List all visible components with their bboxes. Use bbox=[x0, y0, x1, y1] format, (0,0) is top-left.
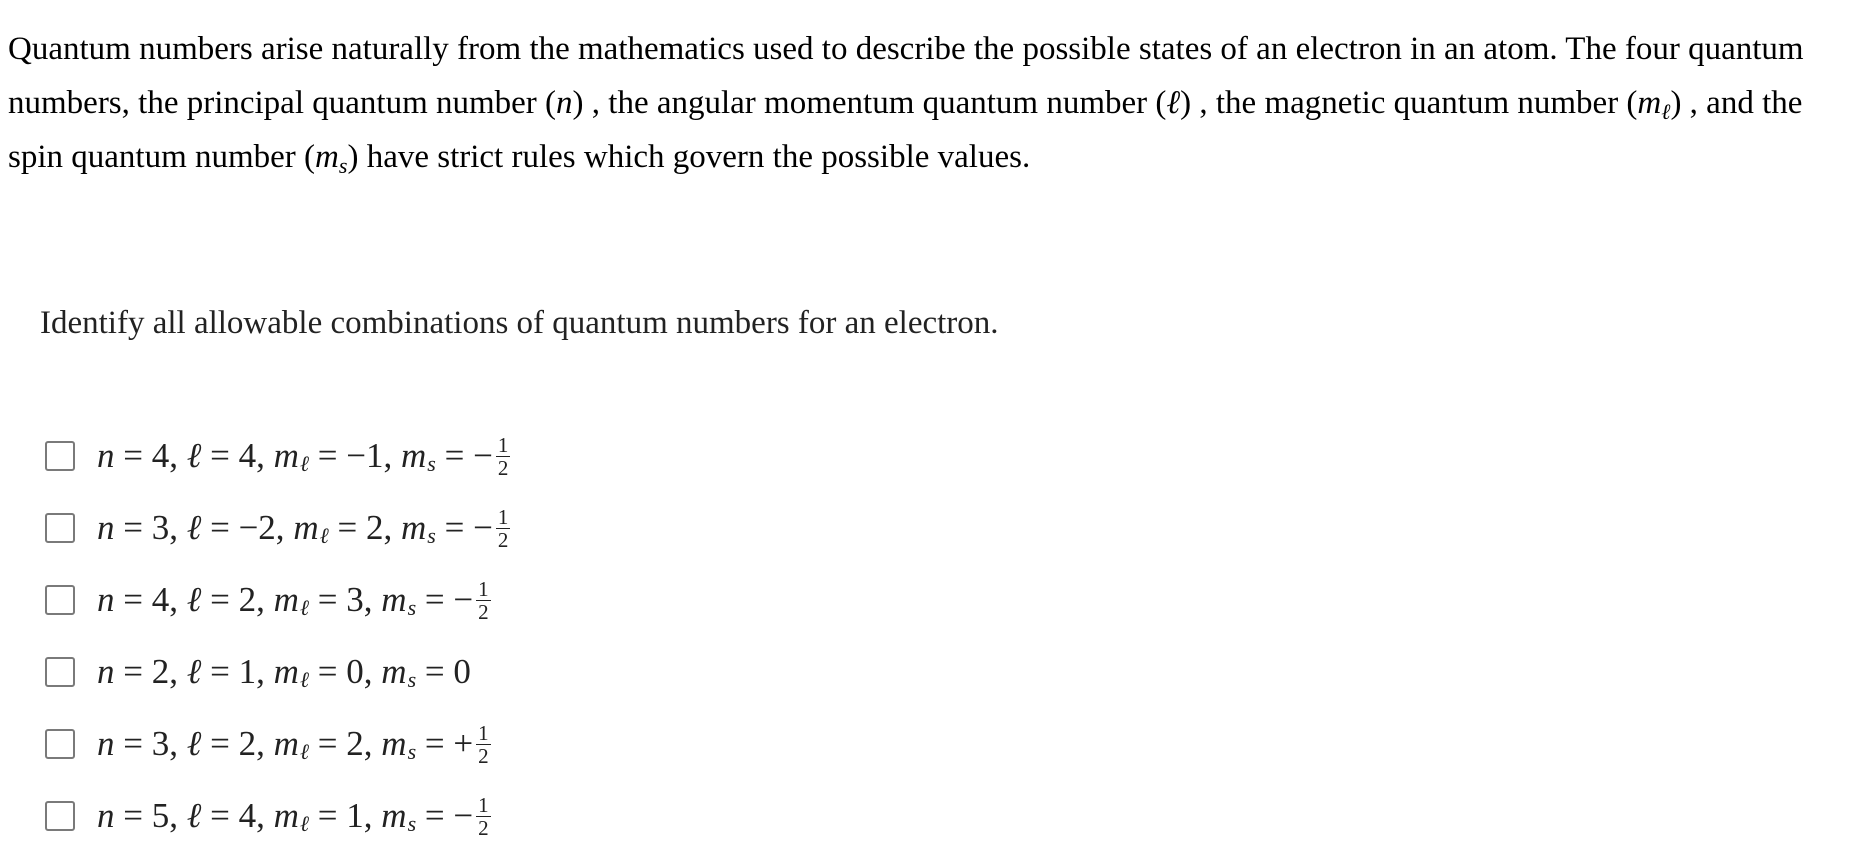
answer-options bbox=[45, 420, 510, 852]
ml-value: = −1, bbox=[309, 436, 402, 475]
n-symbol: n bbox=[556, 85, 573, 121]
fraction-numerator: 1 bbox=[478, 576, 489, 601]
fraction-denominator: 2 bbox=[497, 527, 509, 552]
ms-subscript: s bbox=[407, 811, 417, 836]
l-symbol: ℓ bbox=[1166, 85, 1181, 121]
checkbox[interactable] bbox=[45, 441, 75, 471]
n-symbol: n bbox=[97, 436, 115, 475]
l-symbol: ℓ bbox=[186, 652, 202, 691]
ms-symbol: m bbox=[381, 580, 407, 619]
ms-sign: = − bbox=[435, 508, 493, 547]
ml-value: = 2, bbox=[309, 724, 382, 763]
intro-text: Quantum numbers arise naturally from the mathematics used to describe the possible states of an electron in an atom. The four quantum numbers, the principal quantum number ( bbox=[8, 31, 1804, 121]
ml-symbol: m bbox=[273, 796, 299, 835]
ms-symbol: m bbox=[401, 508, 427, 547]
ml-value: = 2, bbox=[328, 508, 402, 547]
checkbox[interactable] bbox=[45, 729, 75, 759]
n-value: = 2, bbox=[114, 652, 187, 691]
l-symbol: ℓ bbox=[186, 580, 202, 619]
n-symbol: n bbox=[97, 724, 115, 763]
ms-fraction bbox=[476, 794, 491, 839]
fraction-numerator: 1 bbox=[478, 720, 489, 745]
n-symbol: n bbox=[97, 580, 115, 619]
intro-text: ) , the angular momentum quantum number ( bbox=[572, 85, 1167, 121]
ms-sign: = + bbox=[416, 724, 474, 763]
fraction-denominator: 2 bbox=[478, 743, 489, 768]
option-expression bbox=[97, 434, 510, 479]
ml-symbol: m bbox=[1637, 85, 1662, 121]
l-symbol: ℓ bbox=[186, 508, 202, 547]
ms-sign: = − bbox=[416, 580, 474, 619]
ml-subscript: ℓ bbox=[299, 595, 310, 620]
checkbox[interactable] bbox=[45, 657, 75, 687]
ml-symbol: m bbox=[293, 508, 319, 547]
intro-paragraph bbox=[8, 22, 1858, 184]
answer-option-4[interactable] bbox=[45, 636, 510, 708]
l-symbol: ℓ bbox=[186, 796, 202, 835]
ms-sign: = − bbox=[416, 796, 474, 835]
ml-symbol: m bbox=[273, 724, 299, 763]
option-expression bbox=[97, 506, 510, 551]
ms-symbol: m bbox=[315, 139, 339, 175]
l-value: = 2, bbox=[201, 580, 274, 619]
answer-option-3[interactable] bbox=[45, 564, 510, 636]
ml-value: = 3, bbox=[309, 580, 382, 619]
l-value: = 2, bbox=[201, 724, 274, 763]
l-symbol: ℓ bbox=[186, 436, 202, 475]
ml-subscript: ℓ bbox=[1661, 99, 1671, 124]
n-value: = 5, bbox=[114, 796, 187, 835]
intro-text: ) , the magnetic quantum number ( bbox=[1180, 85, 1638, 121]
fraction-denominator: 2 bbox=[478, 815, 489, 840]
l-symbol: ℓ bbox=[186, 724, 202, 763]
n-symbol: n bbox=[97, 508, 115, 547]
answer-option-5[interactable] bbox=[45, 708, 510, 780]
ms-symbol: m bbox=[381, 724, 407, 763]
option-expression bbox=[97, 578, 491, 623]
ms-fraction bbox=[476, 722, 491, 767]
checkbox[interactable] bbox=[45, 513, 75, 543]
l-value: = 4, bbox=[201, 436, 274, 475]
answer-option-2[interactable] bbox=[45, 492, 510, 564]
ml-subscript: ℓ bbox=[299, 811, 310, 836]
ml-symbol: m bbox=[273, 580, 299, 619]
ms-subscript: s bbox=[427, 523, 436, 548]
n-symbol: n bbox=[97, 652, 115, 691]
l-value: = 4, bbox=[201, 796, 274, 835]
fraction-numerator: 1 bbox=[497, 432, 509, 457]
ml-subscript: ℓ bbox=[299, 451, 310, 476]
checkbox[interactable] bbox=[45, 585, 75, 615]
option-expression bbox=[97, 794, 491, 839]
answer-option-1[interactable] bbox=[45, 420, 510, 492]
ms-symbol: m bbox=[381, 652, 407, 691]
ms-symbol: m bbox=[401, 436, 427, 475]
ms-fraction bbox=[476, 578, 491, 623]
ml-value: = 0, bbox=[309, 652, 382, 691]
ms-sign: = − bbox=[435, 436, 493, 475]
intro-text: ) , and the spin quantum number ( bbox=[8, 85, 1803, 175]
l-value: = −2, bbox=[201, 508, 294, 547]
ms-fraction bbox=[496, 506, 511, 551]
checkbox[interactable] bbox=[45, 801, 75, 831]
n-value: = 3, bbox=[114, 724, 187, 763]
fraction-denominator: 2 bbox=[478, 599, 489, 624]
ml-subscript: ℓ bbox=[299, 667, 310, 692]
ml-subscript: ℓ bbox=[299, 739, 310, 764]
fraction-numerator: 1 bbox=[478, 792, 489, 817]
ms-subscript: s bbox=[338, 153, 348, 178]
ms-value: = 0 bbox=[416, 652, 471, 691]
n-value: = 4, bbox=[114, 580, 187, 619]
answer-option-6[interactable] bbox=[45, 780, 510, 852]
n-value: = 4, bbox=[114, 436, 187, 475]
ml-subscript: ℓ bbox=[319, 523, 329, 548]
option-expression bbox=[97, 722, 491, 767]
ml-value: = 1, bbox=[309, 796, 382, 835]
ms-subscript: s bbox=[407, 595, 417, 620]
l-value: = 1, bbox=[201, 652, 274, 691]
ms-subscript: s bbox=[407, 739, 417, 764]
ml-symbol: m bbox=[273, 652, 299, 691]
fraction-denominator: 2 bbox=[497, 455, 509, 480]
option-expression bbox=[97, 652, 471, 692]
n-symbol: n bbox=[97, 796, 115, 835]
intro-text: ) have strict rules which govern the possible values. bbox=[347, 139, 1031, 175]
fraction-numerator: 1 bbox=[497, 504, 509, 529]
ms-fraction bbox=[496, 434, 511, 479]
ml-symbol: m bbox=[273, 436, 299, 475]
ms-symbol: m bbox=[381, 796, 407, 835]
question-prompt: Identify all allowable combinations of quantum numbers for an electron. bbox=[40, 305, 999, 341]
n-value: = 3, bbox=[114, 508, 187, 547]
ms-subscript: s bbox=[427, 451, 436, 476]
ms-subscript: s bbox=[407, 667, 417, 692]
